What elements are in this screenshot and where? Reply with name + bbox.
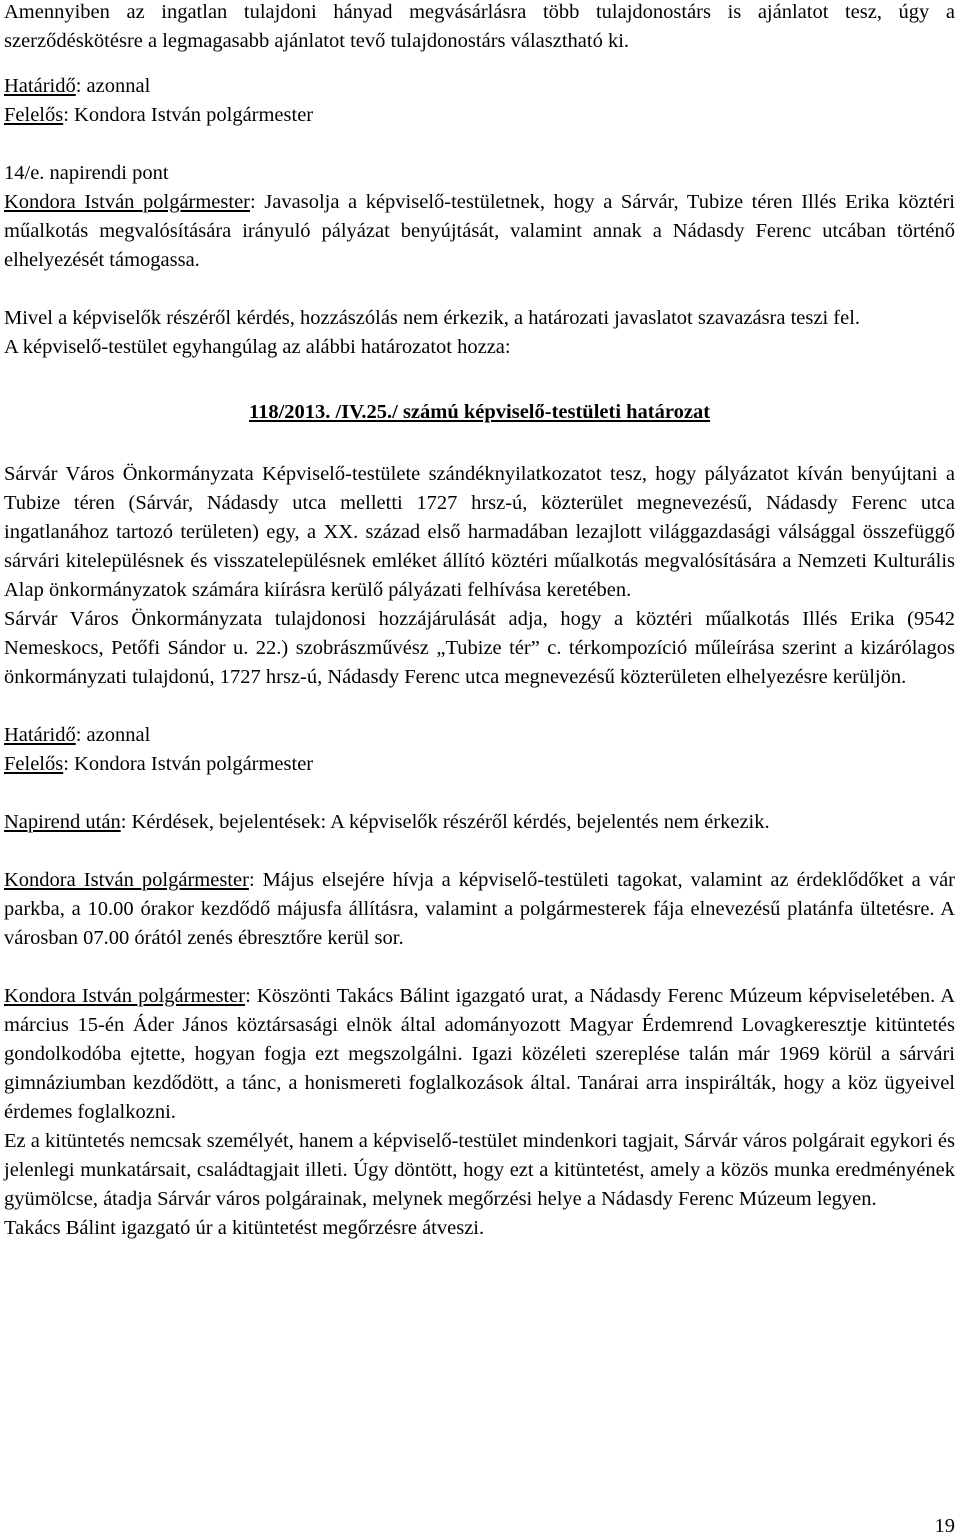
proposal-paragraph <box>4 188 955 275</box>
announcement-paragraph-1 <box>4 866 955 953</box>
announcement-paragraph-2 <box>4 982 955 1127</box>
deadline-line <box>4 72 955 101</box>
agenda-heading: 14/e. napirendi pont <box>4 162 169 184</box>
resolution-paragraph-1: Sárvár Város Önkormányzata Képviselő-testülete szándéknyilatkozatot tesz, hogy pályázatot kíván benyújtani a Tubize téren (Sárvár, Nádasdy utca melletti 1727 hrsz-ú, közterület megnevezésű, Nádasdy Ferenc utca ingatlanához tartozó területen) egy, a XX. század első harmadában lezajlott világgazdasági válsággal összefüggő sárvári kitelepülésnek és visszatelepülésnek emléket állító köztéri műalkotás megvalósítására a Nemzeti Kulturális Alap önkormányzatok számára kiírásra kerülő pályázati felhívása keretében. <box>4 463 955 601</box>
responsible-label: Felelős <box>4 104 64 126</box>
responsible-value: : Kondora István polgármester <box>63 753 314 775</box>
page-number: 19 <box>934 1515 955 1537</box>
speaker-name: Kondora István polgármester <box>4 191 251 213</box>
announcement-paragraph-3: Ez a kitüntetés nemcsak személyét, hanem a képviselő-testület mindenkori tagjait, Sárvár város polgárait egykori és jelenlegi munkatársait, családtagjait illeti. Úgy döntött, hogy ezt a kitüntetést, amely a közös munka eredményének gyümölcse, átadja Sárvár város polgárainak, melynek megőrzési helye a Nádasdy Ferenc Múzeum legyen. <box>4 1130 955 1210</box>
after-agenda-label: Napirend után <box>4 811 121 833</box>
announcement-paragraph-4: Takács Bálint igazgató úr a kitüntetést megőrzésre átveszi. <box>4 1217 485 1239</box>
deadline-line <box>4 721 955 750</box>
responsible-line <box>4 750 955 779</box>
announcement-text: : Köszönti Takács Bálint igazgató urat, a Nádasdy Ferenc Múzeum képviseletében. A március 15-én Áder János köztársasági elnök által adományozott Magyar Érdemrend Lovagkeresztje kitüntetés gondolkodóba ejtette, hogyan fogja ezt megszolgálni. Igazi közéleti szereplése talán már 1969 körül a sárvári gimnáziumban kezdődött, a tánc, a honismereti foglalkozások által. Tanárai arra inspirálták, hogy a köz ügyeivel érdemes foglalkozni. <box>4 985 956 1123</box>
after-agenda-paragraph <box>4 808 955 837</box>
resolution-title: 118/2013. /IV.25./ számú képviselő-testületi határozat <box>248 401 711 423</box>
proposal-text: : Javasolja a képviselő-testületnek, hogy a Sárvár, Tubize téren Illés Erika köztéri műalkotás megvalósítására irányuló pályázat benyújtását, valamint annak a Nádasdy Ferenc utcában történő elhelyezését támogassa. <box>4 191 955 271</box>
agenda-item-14e <box>4 159 955 362</box>
speaker-name: Kondora István polgármester <box>4 869 249 891</box>
resolution-paragraph-2: Sárvár Város Önkormányzata tulajdonosi hozzájárulását adja, hogy a köztéri műalkotás Illés Erika (9542 Nemeskocs, Petőfi Sándor u. 22.) szobrászművész „Tubize tér” c. térkompozíció műleírása szerint a kizárólagos önkormányzati tulajdonú, 1727 hrsz-ú, Nádasdy Ferenc utca megnevezésű közterületen elhelyezésre kerüljön. <box>4 608 955 688</box>
responsible-label: Felelős <box>4 753 64 775</box>
document-page <box>4 0 955 1243</box>
deadline-block-1 <box>4 72 955 130</box>
deadline-label: Határidő <box>4 724 76 746</box>
announcement-text: : Május elsejére hívja a képviselő-testületi tagokat, valamint az érdeklődőket a vár parkba, a 10.00 órakor kezdődő májusfa állításra, valamint a polgármesterek fája elnevezésű platánfa ültetésre. A városban 07.00 órától zenés ébresztőre kerül sor. <box>4 869 956 949</box>
intro-paragraph: Amennyiben az ingatlan tulajdoni hányad megvásárlásra több tulajdonostárs is ajánlatot tesz, úgy a szerződéskötésre a legmagasabb ajánlatot tevő tulajdonostárs választható ki. <box>4 1 955 52</box>
responsible-line <box>4 101 955 130</box>
deadline-block-2 <box>4 721 955 779</box>
responsible-value: : Kondora István polgármester <box>63 104 314 126</box>
deadline-value: : azonnal <box>75 724 151 746</box>
unanimous-paragraph: A képviselő-testület egyhangúlag az alábbi határozatot hozza: <box>4 336 511 358</box>
deadline-value: : azonnal <box>75 75 151 97</box>
speaker-name: Kondora István polgármester <box>4 985 246 1007</box>
after-agenda-text: : Kérdések, bejelentések: A képviselők részéről kérdés, bejelentés nem érkezik. <box>120 811 770 833</box>
deadline-label: Határidő <box>4 75 76 97</box>
no-questions-paragraph: Mivel a képviselők részéről kérdés, hozzászólás nem érkezik, a határozati javaslatot szavazásra teszi fel. <box>4 307 861 329</box>
